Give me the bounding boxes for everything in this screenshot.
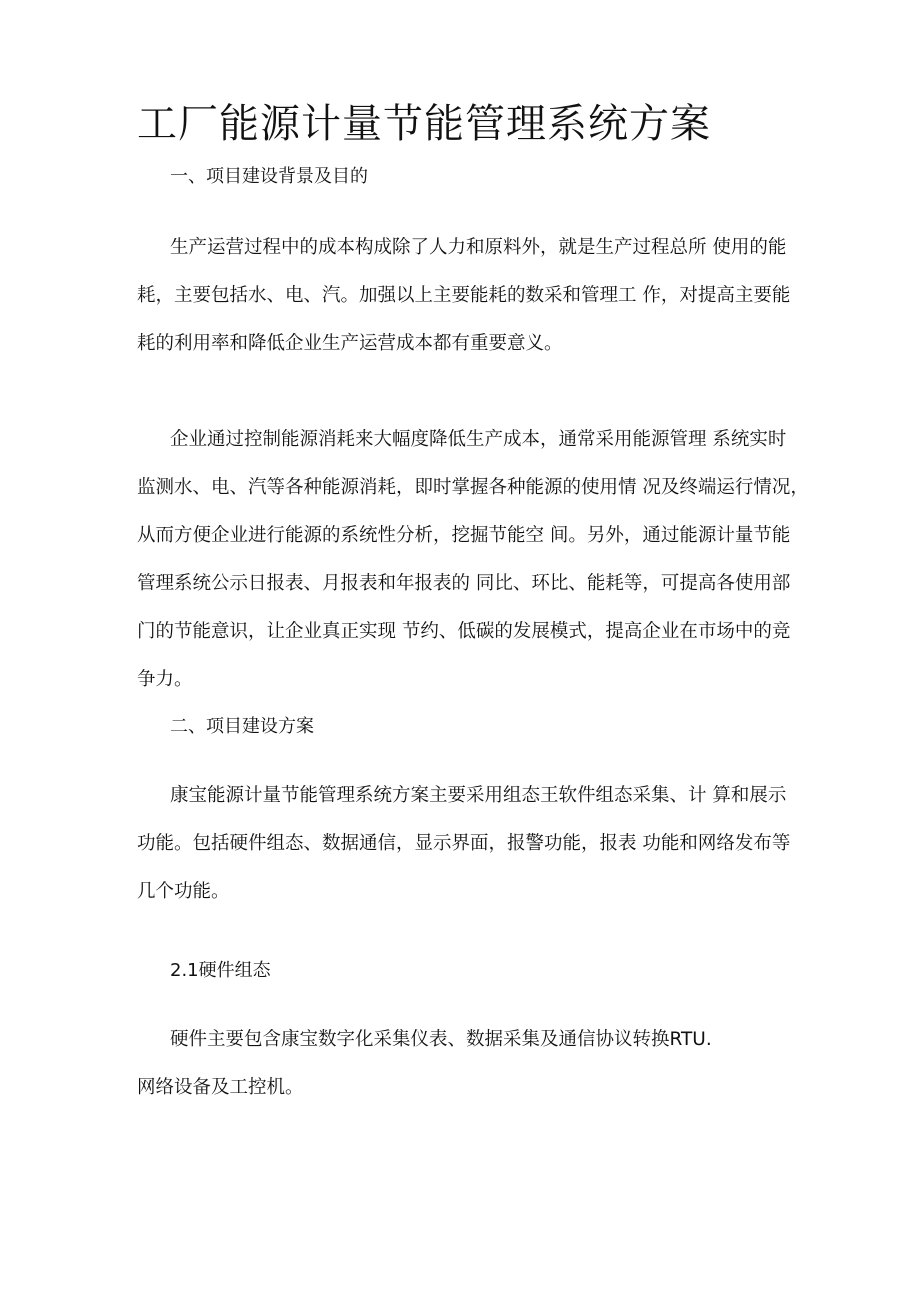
paragraph-2 (137, 416, 809, 704)
paragraph-line: 耗的利用率和降低企业生产运营成本都有重要意义。 (137, 333, 563, 354)
section-heading-2: 二、项目建设方案 (170, 716, 314, 737)
subsection-heading-2-1: 2.1硬件组态 (170, 960, 271, 981)
paragraph-line: 生产运营过程中的成本构成除了人力和原料外，就是生产过程总所 使用的能 (170, 237, 787, 258)
paragraph-line: 争力。 (137, 669, 193, 690)
paragraph-line: 康宝能源计量节能管理系统方案主要采用组态王软件组态采集、计 算和展示 (170, 785, 787, 806)
paragraph-line: 耗，主要包括水、电、汽。加强以上主要能耗的数采和管理工 作，对提高主要能 (137, 285, 791, 306)
paragraph-line: 门的节能意识，让企业真正实现 节约、低碳的发展模式，提高企业在市场中的竞 (137, 621, 791, 642)
paragraph-line: 监测水、电、汽等各种能源消耗，即时掌握各种能源的使用情 况及终端运行情况， (137, 477, 809, 498)
paragraph-line: 几个功能。 (137, 881, 230, 902)
paragraph-line: 硬件主要包含康宝数字化采集仪表、数据采集及通信协议转换RTU. (170, 1029, 712, 1050)
paragraph-line: 从而方便企业进行能源的系统性分析，挖掘节能空 间。另外，通过能源计量节能 (137, 525, 791, 546)
paragraph-4 (137, 1016, 787, 1112)
document-title: 工厂能源计量节能管理系统方案 (137, 101, 711, 147)
paragraph-line: 网络设备及工控机。 (137, 1077, 304, 1098)
section-heading-1: 一、项目建设背景及目的 (170, 166, 368, 187)
paragraph-line: 管理系统公示日报表、月报表和年报表的 同比、环比、能耗等，可提高各使用部 (137, 573, 791, 594)
paragraph-3 (137, 772, 791, 916)
paragraph-line: 功能。包括硬件组态、数据通信，显示界面，报警功能，报表 功能和网络发布等 (137, 833, 791, 854)
paragraph-1 (137, 224, 791, 368)
paragraph-line: 企业通过控制能源消耗来大幅度降低生产成本，通常采用能源管理 系统实时 (170, 429, 787, 450)
